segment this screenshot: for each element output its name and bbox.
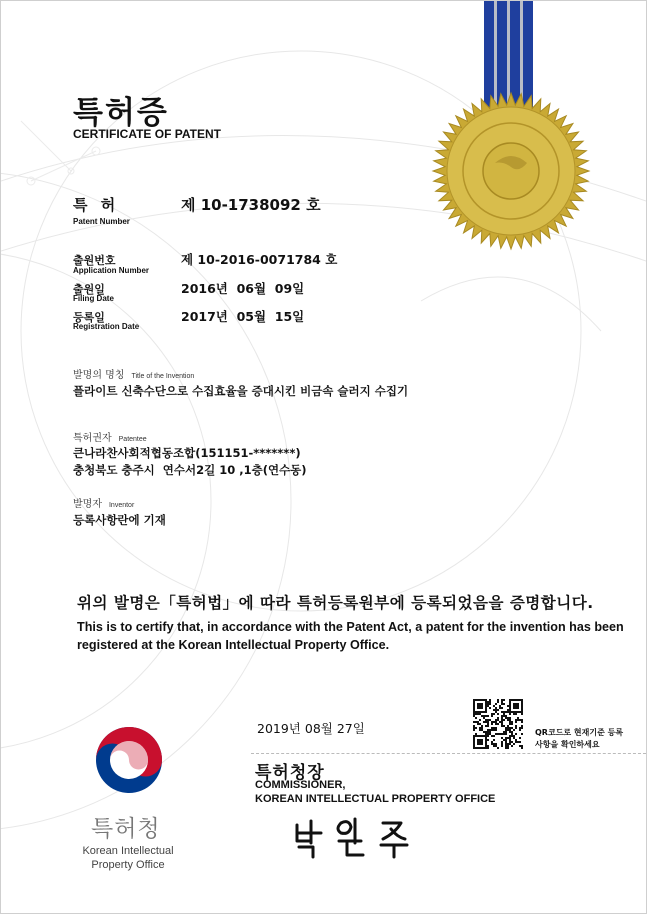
registration-date-label: 등록일: [73, 311, 105, 324]
filing-date-value: 2016년 06월 09일: [181, 281, 305, 296]
inventor-label: [73, 495, 134, 510]
invention-label-en: Title of the Invention: [131, 373, 195, 380]
divider: [251, 753, 646, 754]
invention-title-value: 플라이트 신축수단으로 수집효율을 증대시킨 비금속 슬러지 수집기: [73, 384, 409, 398]
certificate-subtitle: CERTIFICATE OF PATENT: [73, 127, 221, 141]
patentee-name: 큰나라찬사회적협동조합(151151-*******): [73, 446, 301, 460]
issue-date: 2019년 08월 27일: [257, 721, 365, 736]
application-number-label-en: Application Number: [73, 266, 150, 275]
invention-label: [73, 366, 194, 381]
inventor-label-en: Inventor: [108, 502, 135, 509]
certification-statement-en: This is to certify that, in accordance with the Patent Act, a patent for the invention has been registered at the Korean Intellectual Property Office.: [77, 620, 624, 652]
qr-code-note: QR코드로 현재기준 등록사항을 확인하세요: [535, 728, 624, 749]
qr-code-icon[interactable]: [473, 699, 523, 749]
patentee-address: 충청북도 충주시 연수서2길 10 ,1층(연수동): [73, 463, 307, 477]
patent-number-value: 제 10-1738092 호: [181, 196, 321, 214]
certificate-title: 특허증: [73, 95, 169, 131]
registration-date-value: 2017년 05월 15일: [181, 309, 305, 324]
application-number-value: 제 10-2016-0071784 호: [181, 252, 338, 267]
taegeuk-logo-icon: [94, 725, 164, 795]
certification-statement-ko: 위의 발명은「특허법」에 따라 특허등록원부에 등록되었음을 증명합니다.: [77, 594, 594, 612]
gold-seal-icon: [431, 1, 601, 251]
patent-number-label-en: Patent Number: [73, 217, 130, 226]
patentee-label-en: Patentee: [118, 436, 147, 443]
commissioner-title-ko: 특허청장: [255, 763, 325, 783]
patentee-label-ko: 특허권자: [73, 433, 112, 444]
commissioner-title-en: [255, 778, 495, 806]
filing-date-label: 출원일: [73, 283, 105, 296]
filing-date-label-en: Filing Date: [73, 294, 114, 303]
inventor-value: 등록사항란에 기재: [73, 513, 166, 527]
office-name-en: Korean Intellectual Property Office: [82, 845, 174, 871]
application-number-label: 출원번호: [73, 254, 116, 267]
office-name-ko: 특허청: [91, 816, 161, 842]
patentee-label: [73, 429, 147, 444]
signature: [291, 811, 431, 861]
commissioner-title-en-line1: COMMISSIONER,: [255, 779, 346, 791]
inventor-label-ko: 발명자: [73, 499, 102, 510]
invention-label-ko: 발명의 명칭: [73, 370, 125, 381]
registration-date-label-en: Registration Date: [73, 322, 140, 331]
patent-number-label: 특 허: [73, 196, 120, 214]
commissioner-title-en-line2: KOREAN INTELLECTUAL PROPERTY OFFICE: [255, 793, 496, 805]
